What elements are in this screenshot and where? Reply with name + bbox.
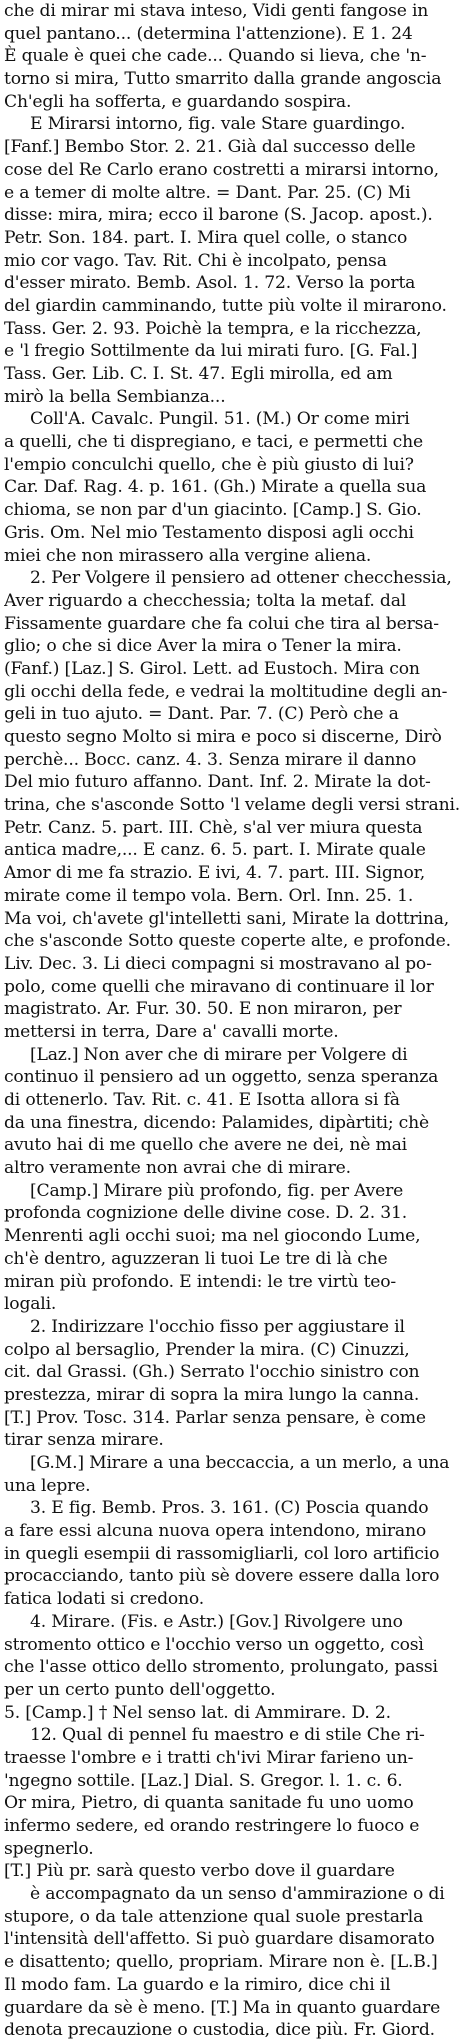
text-line: perchè... Bocc. canz. 4. 3. Senza mirare il danno xyxy=(4,749,417,770)
text-line: che l'asse ottico dello stromento, prolungato, passi xyxy=(4,1657,438,1678)
text-line: logali. xyxy=(4,1294,57,1315)
text-line: Il modo fam. La guardo e la rimiro, dice chi il xyxy=(4,1974,391,1995)
text-line: che di mirar mi stava inteso, Vidi genti fangose in xyxy=(4,1,429,21)
text-line: l'intensità dell'affetto. Si può guardare disamorato xyxy=(4,1929,435,1950)
text-line: disse: mira, mira; ecco il barone (S. Jacop. apost.). xyxy=(4,205,433,226)
text-line: 5. [Camp.] † Nel senso lat. di Ammirare. D. 2. xyxy=(4,1702,391,1723)
text-line: Fissamente guardare che fa colui che tira al bersa- xyxy=(4,613,439,634)
text-line: Amor di me fa strazio. E ivi, 4. 7. part. III. Signor, xyxy=(4,863,426,884)
text-line: avuto hai di me quello che avere ne dei, nè mai xyxy=(4,1135,407,1156)
text-line: antica madre,... E canz. 6. 5. part. I. Mirate quale xyxy=(4,840,426,861)
text-line: È quale è quei che cade... Quando si lieva, che 'n- xyxy=(4,46,427,67)
text-line: Gris. Om. Nel mio Testamento disposi agli occhi xyxy=(4,522,414,543)
text-line: polo, come quelli che miravano di continuare il lor xyxy=(4,976,434,997)
text-line: 2. Per Volgere il pensiero ad ottener checchessia, xyxy=(30,568,452,589)
text-line: a fare essi alcuna nuova opera intendono, mirano xyxy=(4,1521,427,1542)
text-line: Coll'A. Cavalc. Pungil. 51. (M.) Or come miri xyxy=(30,409,410,430)
text-line: di ottenerlo. Tav. Rit. c. 41. E Isotta allora si fà xyxy=(4,1090,400,1110)
text-line: guardare da sè è meno. [T.] Ma in quanto guardare xyxy=(4,1997,441,2018)
text-line: miran più profondo. E intendi: le tre virtù teo- xyxy=(4,1271,397,1292)
text-line: una lepre. xyxy=(4,1475,91,1496)
text-line: Petr. Canz. 5. part. III. Chè, s'al ver miura questa xyxy=(4,817,423,838)
text-line: Aver riguardo a checchessia; tolta la metaf. dal xyxy=(4,590,407,611)
text-line: ch'è dentro, aguzzeran li tuoi Le tre di là che xyxy=(4,1248,388,1269)
text-line: stupore, o da tale attenzione qual suole prestarla xyxy=(4,1906,424,1927)
text-line: denota precauzione o custodia, dice più. Fr. Giord. xyxy=(4,2020,435,2041)
text-line: e a temer di molte altre. = Dant. Par. 25. (C) Mi xyxy=(4,182,411,203)
text-line: E Mirarsi intorno, fig. vale Stare guardingo. xyxy=(30,114,406,135)
text-line: glio; o che si dice Aver la mira o Tener la mira. xyxy=(4,636,402,657)
text-line: miei che non mirassero alla vergine aliena. xyxy=(4,545,372,566)
text-line: magistrato. Ar. Fur. 30. 50. E non miraron, per xyxy=(4,999,402,1020)
text-line: Menrenti agli occhi suoi; ma nel giocondo Lume, xyxy=(4,1226,421,1247)
text-line: infermo sedere, ed orando restringere lo fuoco e xyxy=(4,1816,420,1836)
text-line: trina, che s'asconde Sotto 'l velame degli versi strani. xyxy=(4,795,461,816)
text-line: spegnerlo. xyxy=(4,1838,94,1859)
text-line: in quegli esempii di rassomigliarli, col loro artificio xyxy=(4,1543,440,1564)
text-line: per un certo punto dell'oggetto. xyxy=(4,1679,276,1700)
text-line: è accompagnato da un senso d'ammirazione o di xyxy=(30,1884,445,1905)
text-line: mirò la bella Sembianza... xyxy=(4,386,226,407)
text-line: colpo al bersaglio, Prender la mira. (C) Cinuzzi, xyxy=(4,1339,410,1360)
text-line: cit. dal Grassi. (Gh.) Serrato l'occhio sinistro con xyxy=(4,1362,420,1383)
text-line: quel pantano... (determina l'attenzione). E 1. 24 xyxy=(4,23,413,44)
text-line: mettersi in terra, Dare a' cavalli morte. xyxy=(4,1021,339,1042)
text-line: geli in tuo ajuto. = Dant. Par. 7. (C) Però che a xyxy=(4,704,399,725)
text-line: Tass. Ger. 2. 93. Poichè la tempra, e la ricchezza, xyxy=(4,318,422,339)
text-line: 4. Mirare. (Fis. e Astr.) [Gov.] Rivolgere uno xyxy=(30,1611,403,1632)
text-line: [G.M.] Mirare a una beccaccia, a un merlo, a una xyxy=(30,1453,450,1473)
text-line: a quelli, che ti dispregiano, e taci, e permetti che xyxy=(4,432,423,453)
text-line: [Fanf.] Bembo Stor. 2. 21. Già dal successo delle xyxy=(4,137,416,158)
text-line: stromento ottico e l'occhio verso un oggetto, così xyxy=(4,1634,424,1655)
text-line: procacciando, tanto più sè dovere essere dalla loro xyxy=(4,1566,440,1587)
text-line: tirar senza mirare. xyxy=(4,1430,164,1451)
text-line: l'empio conculchi quello, che è più giusto di lui? xyxy=(4,454,414,475)
text-line: prestezza, mirar di sopra la mira lungo la canna. xyxy=(4,1384,420,1405)
text-line: [Laz.] Non aver che di mirare per Volgere di xyxy=(30,1044,408,1065)
text-line: questo segno Molto si mira e poco si discerne, Dirò xyxy=(4,727,442,747)
text-line: mio cor vago. Tav. Rit. Chi è incolpato, pensa xyxy=(4,250,387,271)
text-line: Tass. Ger. Lib. C. I. St. 47. Egli mirolla, ed am xyxy=(4,364,393,384)
text-line: fatica lodati si credono. xyxy=(4,1589,205,1610)
text-line: che s'asconde Sotto queste coperte alte, e profonde. xyxy=(4,931,451,952)
text-line: del giardin camminando, tutte più volte il mirarono. xyxy=(4,295,447,316)
text-line: e 'l fregio Sottilmente da lui mirati furo. [G. Fal.] xyxy=(4,341,418,362)
text-line: 3. E fig. Bemb. Pros. 3. 161. (C) Poscia quando xyxy=(30,1498,429,1519)
text-line: Liv. Dec. 3. Li dieci compagni si mostravano al po- xyxy=(4,953,432,974)
text-line: Ch'egli ha sofferta, e guardando sospira. xyxy=(4,91,352,112)
text-line: gli occhi della fede, e vedrai la moltitudine degli an- xyxy=(4,681,448,702)
text-line: 'ngegno sottile. [Laz.] Dial. S. Gregor. l. 1. c. 6. xyxy=(4,1770,403,1791)
text-line: Ma voi, ch'avete gl'intelletti sani, Mirate la dottrina, xyxy=(4,908,450,929)
text-line: Or mira, Pietro, di quanta sanitade fu uno uomo xyxy=(4,1793,414,1814)
text-line: d'esser mirato. Bemb. Asol. 1. 72. Verso la porta xyxy=(4,273,416,294)
text-line: Car. Daf. Rag. 4. p. 161. (Gh.) Mirate a quella sua xyxy=(4,477,427,498)
text-line: da una finestra, dicendo: Palamides, dipàrtiti; chè xyxy=(4,1112,429,1133)
text-line: Del mio futuro affanno. Dant. Inf. 2. Mirate la dot- xyxy=(4,772,431,793)
text-line: chioma, se non par d'un giacinto. [Camp.] S. Gio. xyxy=(4,500,422,521)
text-line: (Fanf.) [Laz.] S. Girol. Lett. ad Eustoch. Mira con xyxy=(4,658,420,679)
text-line: cose del Re Carlo erano costretti a mirarsi intorno, xyxy=(4,159,439,180)
text-line: traesse l'ombre e i tratti ch'ivi Mirar farieno un- xyxy=(4,1747,414,1768)
text-line: 2. Indirizzare l'occhio fisso per aggiustare il xyxy=(30,1316,405,1337)
text-line: mirate come il tempo vola. Bern. Orl. Inn. 25. 1. xyxy=(4,885,414,906)
text-line: [T.] Più pr. sarà questo verbo dove il guardare xyxy=(4,1861,395,1882)
text-line: e disattento; quello, propriam. Mirare non è. [L.B.] xyxy=(4,1952,438,1973)
text-line: [T.] Prov. Tosc. 314. Parlar senza pensare, è come xyxy=(4,1407,426,1428)
dictionary-page-text xyxy=(4,0,468,2042)
text-line: 12. Qual di pennel fu maestro e di stile Che ri- xyxy=(30,1725,425,1746)
text-line: torno si mira, Tutto smarrito dalla grande angoscia xyxy=(4,69,442,90)
text-line: profonda cognizione delle divine cose. D. 2. 31. xyxy=(4,1203,408,1224)
text-line: altro veramente non avrai che di mirare. xyxy=(4,1158,351,1179)
text-line: Petr. Son. 184. part. I. Mira quel colle, o stanco xyxy=(4,227,408,248)
text-line: [Camp.] Mirare più profondo, fig. per Avere xyxy=(30,1180,404,1201)
text-line: continuo il pensiero ad un oggetto, senza speranza xyxy=(4,1067,439,1088)
